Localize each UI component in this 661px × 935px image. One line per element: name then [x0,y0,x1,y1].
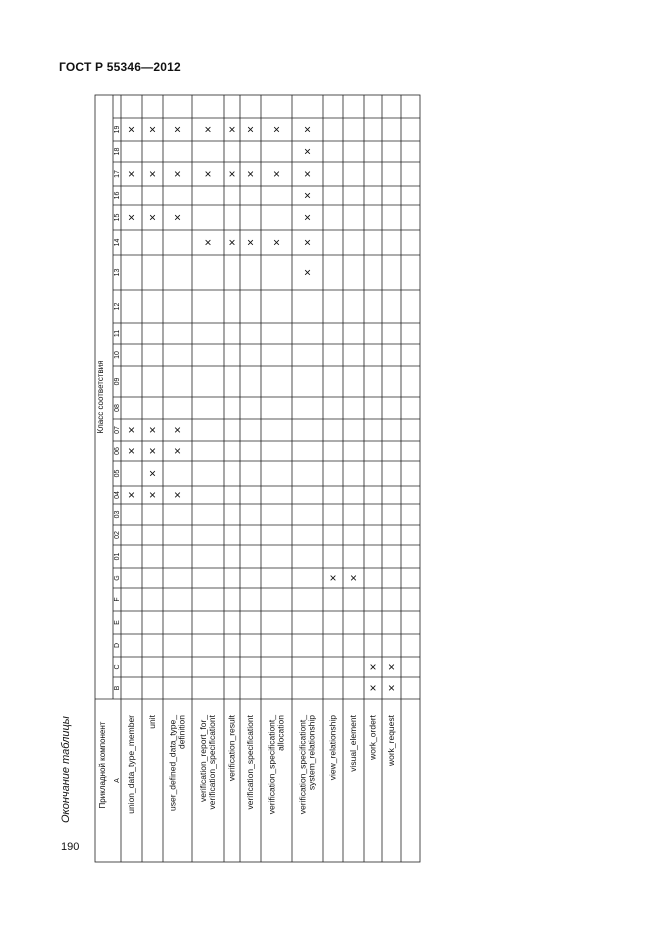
conformance-mark: × [173,210,182,225]
conformance-mark: × [148,423,157,437]
column-header: 01 [113,552,121,561]
conformance-mark: × [303,265,312,280]
conformance-mark: × [148,167,157,181]
row-name-line: verification_specificationt [244,715,255,810]
column-header: 13 [113,268,121,277]
conformance-mark: × [303,188,312,203]
table-caption: Окончание таблицы [60,716,72,823]
column-header: 18 [113,147,121,156]
conformance-mark: × [173,444,182,458]
row-name-line: verification_specificationt_ [297,715,308,815]
column-headers [114,126,121,783]
conformance-mark: × [204,235,212,250]
column-header: 06 [113,447,121,455]
row-name-line: visual_element [347,715,358,772]
row-name [167,715,186,811]
table-headers [96,360,107,808]
conformance-mark: × [303,144,312,159]
conformance-mark: × [173,488,182,502]
column-header: 16 [113,191,121,200]
column-header: 09 [113,377,121,386]
conformance-mark: × [272,235,281,250]
column-header: 17 [113,170,121,178]
conformance-mark: × [127,210,136,225]
conformance-mark: × [246,235,255,250]
conformance-mark: × [246,167,255,181]
row-name-line: verification_specificationt [206,715,217,810]
row-name-line: verification_report_for_ [197,715,208,802]
column-header: 08 [113,404,121,412]
conformance-mark: × [387,681,396,695]
conformance-mark: × [204,167,212,181]
document-header: ГОСТ Р 55346—2012 [59,60,181,74]
row-name [198,714,217,809]
conformance-mark: × [148,466,157,481]
row-name [327,715,337,780]
row-name-line: work_request [385,715,396,767]
column-header: 04 [113,491,121,499]
column-header: 14 [113,238,121,247]
page-number: 190 [61,841,80,853]
conformance-mark: × [204,122,212,137]
column-header: E [113,620,121,625]
column-header: F [113,597,121,602]
row-name-line: work_ordert [367,715,378,760]
conformance-mark: × [148,488,157,502]
class-header: Класс соответствия [96,360,105,434]
row-name-line: definition [176,715,187,750]
row-name [386,714,396,767]
conformance-mark: × [127,167,136,181]
conformance-mark: × [173,423,182,437]
row-name-line: user_defined_data_type_ [167,715,178,811]
column-header: 19 [113,125,121,134]
conformance-mark: × [246,122,255,137]
row-name [147,714,157,728]
component-header: Прикладной компонент [98,721,107,809]
conformance-mark: × [173,167,182,181]
conformance-mark: × [303,122,312,137]
conformance-mark: × [272,122,281,137]
conformance-mark: × [387,660,396,674]
conformance-mark: × [228,235,236,250]
row-name [226,714,236,781]
conformance-mark: × [228,167,236,181]
row-name-line: verification_specificationt_ [266,715,277,815]
conformance-mark: × [272,167,281,181]
conformance-mark: × [127,444,136,458]
column-header: B [113,685,121,691]
conformance-mark: × [228,122,236,137]
conformance-mark: × [173,122,182,137]
column-header: A [113,778,121,783]
column-header: 07 [113,426,121,434]
conformance-mark: × [369,681,377,695]
row-name-line: unit [146,715,157,729]
column-header: 15 [113,213,121,222]
conformance-mark: × [369,660,377,674]
column-header: 05 [113,469,121,478]
row-name [245,714,255,809]
conformance-marks [128,123,395,696]
row-name [367,714,377,761]
row-name [297,715,316,815]
column-header: 11 [113,329,121,338]
conformance-mark: × [329,571,337,585]
conformance-mark: × [349,571,358,585]
column-header: G [113,575,121,581]
column-header: C [113,664,121,670]
row-name [126,715,136,814]
conformance-mark: × [303,210,312,225]
row-name-line: allocation [275,715,286,751]
row-name-line: verification_result [226,715,237,782]
conformance-mark: × [127,488,136,502]
column-header: 03 [113,510,121,519]
conformance-mark: × [127,122,136,137]
row-name-line: view_relationship [327,715,338,781]
row-name [266,715,285,814]
row-name [348,714,358,771]
conformance-mark: × [148,122,157,137]
column-header: D [113,642,121,649]
column-header: 10 [113,351,121,359]
conformance-mark: × [127,423,136,437]
column-header: 12 [113,302,121,311]
column-header: 02 [113,531,121,539]
conformance-mark: × [303,235,312,250]
conformance-mark: × [303,167,312,181]
row-name-line: system_relationship [306,715,317,791]
conformance-mark: × [148,210,157,225]
row-name-line: union_data_type_member [125,715,136,814]
conformance-mark: × [148,444,157,458]
